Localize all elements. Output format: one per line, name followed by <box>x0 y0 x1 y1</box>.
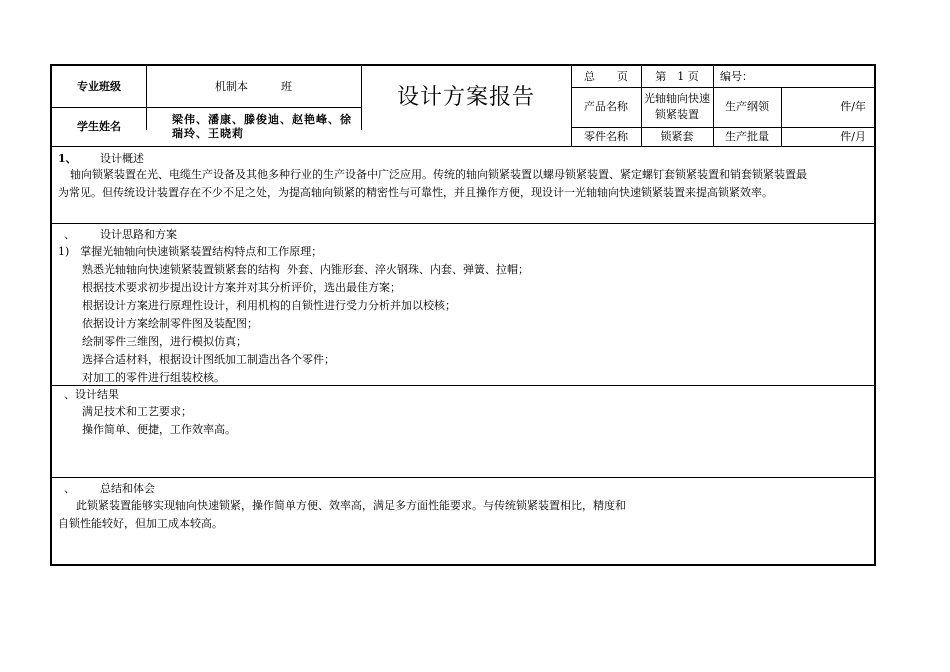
major-class-value: 机制本 班 <box>215 79 292 93</box>
list-item: 操作简单、便捷，工作效率高。 <box>82 423 236 436</box>
production-outline-label: 生产纲领 <box>725 100 769 113</box>
paragraph-line: 为常见。但传统设计装置存在不少不足之处，为提高轴向锁紧的精密性与可靠性，并且操作方便，现设计一光轴轴向快速锁紧装置来提高锁紧效率。 <box>58 186 773 199</box>
paragraph-line: 自锁性能较好，但加工成本较高。 <box>58 517 223 530</box>
list-item: 1) 掌握光轴轴向快速锁紧装置结构特点和工作原理； <box>58 245 323 258</box>
section-number: 、 <box>64 482 75 495</box>
production-batch-unit: 件/月 <box>840 129 866 143</box>
section-heading: 设计思路和方案 <box>100 228 177 241</box>
product-name-value: 光轴轴向快速锁紧装置 <box>644 92 710 121</box>
list-item: 熟悉光轴轴向快速锁紧装置锁紧套的结构 外套、内锥形套、淬火钢珠、内套、弹簧、拉帽； <box>82 263 529 276</box>
part-name-label: 零件名称 <box>584 129 628 143</box>
report-title: 设计方案报告 <box>396 85 535 110</box>
list-item: 对加工的零件进行组装校核。 <box>82 371 225 384</box>
section-number: 、 <box>64 228 75 241</box>
section-heading: 设计概述 <box>100 152 144 165</box>
student-names: 梁伟、潘康、滕俊迪、赵艳峰、徐瑞玲、王晓莉 <box>172 112 352 140</box>
list-item: 满足技术和工艺要求； <box>82 405 192 418</box>
section-design-overview <box>52 147 874 223</box>
paragraph-line: 此锁紧装置能够实现轴向快速锁紧，操作简单方便、效率高，满足多方面性能要求。与传统锁紧装置相比，精度和 <box>76 499 626 512</box>
total-pages-label: 总 页 <box>584 69 628 83</box>
major-class-label: 专业班级 <box>77 79 121 93</box>
design-report-form <box>50 64 876 566</box>
product-name-label: 产品名称 <box>584 100 628 113</box>
paragraph-line: 轴向锁紧装置在光、电缆生产设备及其他多种行业的生产设备中广泛应用。传统的轴向锁紧装置以螺母锁紧装置、紧定螺钉套锁紧装置和销套锁紧装置最 <box>70 168 807 181</box>
section-heading: 、设计结果 <box>64 388 119 401</box>
list-item: 根据设计方案进行原理性设计，利用机构的自锁性进行受力分析并加以校核； <box>82 299 456 312</box>
list-item: 选择合适材料，根据设计图纸加工制造出各个零件； <box>82 353 335 366</box>
section-number: 1、 <box>58 152 77 165</box>
page-number: 第 1 页 <box>655 69 699 83</box>
production-batch-label: 生产批量 <box>725 129 769 143</box>
section-design-result <box>52 386 874 478</box>
section-heading: 总结和体会 <box>100 482 155 495</box>
list-item: 依据设计方案绘制零件图及装配图； <box>82 317 258 330</box>
list-item: 绘制零件三维图，进行模拟仿真； <box>82 335 247 348</box>
list-item: 根据技术要求初步提出设计方案并对其分析评价，选出最佳方案； <box>82 281 401 294</box>
serial-number-label: 编号： <box>720 69 753 83</box>
production-outline-unit: 件/年 <box>840 100 866 113</box>
part-name-value: 锁紧套 <box>660 129 694 143</box>
section-design-approach <box>52 224 874 387</box>
student-name-label: 学生姓名 <box>77 119 121 133</box>
section-summary <box>52 478 874 566</box>
